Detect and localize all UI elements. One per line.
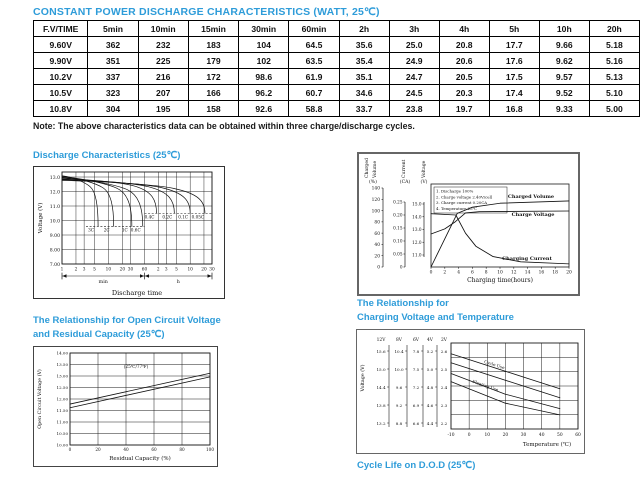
- svg-text:10: 10: [484, 433, 491, 438]
- svg-text:Current: Current: [402, 159, 407, 178]
- svg-text:100: 100: [371, 209, 380, 215]
- svg-text:12.00: 12.00: [56, 396, 68, 402]
- svg-text:20: 20: [119, 267, 126, 273]
- svg-text:20: 20: [502, 433, 509, 438]
- svg-text:9.6: 9.6: [395, 385, 403, 390]
- table-cell: 20.3: [439, 85, 489, 101]
- col-header: 10min: [138, 21, 188, 37]
- svg-text:40: 40: [123, 447, 129, 452]
- svg-text:0: 0: [429, 270, 433, 276]
- table-cell: 304: [88, 101, 138, 117]
- svg-text:(25℃/77℉): (25℃/77℉): [123, 364, 149, 369]
- svg-text:15.0: 15.0: [376, 367, 386, 372]
- svg-text:(V): (V): [420, 180, 428, 185]
- svg-text:1: 1: [60, 267, 64, 273]
- constant-power-table: [33, 20, 640, 117]
- svg-text:Residual Capacity (%): Residual Capacity (%): [109, 456, 171, 462]
- svg-text:16: 16: [538, 270, 545, 276]
- svg-text:13.00: 13.00: [56, 373, 68, 379]
- table-cell: 104: [239, 37, 289, 53]
- col-header: 5h: [489, 21, 539, 37]
- table-cell: 23.8: [389, 101, 439, 117]
- svg-text:6.6: 6.6: [412, 421, 420, 426]
- table-cell: 9.66: [539, 37, 589, 53]
- svg-text:0: 0: [399, 264, 403, 270]
- table-cell: 19.7: [439, 101, 489, 117]
- table-cell: 34.6: [339, 85, 389, 101]
- table-cell: 17.4: [489, 85, 539, 101]
- svg-text:10.0: 10.0: [394, 367, 404, 372]
- table-cell: 24.9: [389, 53, 439, 69]
- svg-text:Open Circuit Voltage (V): Open Circuit Voltage (V): [38, 369, 43, 429]
- table-cell: 5.00: [589, 101, 639, 117]
- svg-text:14: 14: [524, 270, 531, 276]
- table-cell: 35.1: [339, 69, 389, 85]
- svg-text:2C: 2C: [103, 227, 110, 233]
- svg-text:0.15: 0.15: [393, 225, 403, 231]
- svg-text:9.2: 9.2: [395, 403, 403, 408]
- svg-text:80: 80: [179, 447, 185, 452]
- svg-text:2: 2: [156, 267, 160, 273]
- discharge-chart: [33, 166, 225, 299]
- svg-text:12.0: 12.0: [412, 239, 422, 245]
- ocv-title-line2: and Residual Capacity (25℃): [33, 329, 165, 340]
- svg-text:3: 3: [82, 267, 86, 273]
- table-cell: 172: [188, 69, 238, 85]
- page-title: CONSTANT POWER DISCHARGE CHARACTERISTICS (WATT, 25℃): [33, 6, 380, 18]
- table-cell: 60.7: [289, 85, 339, 101]
- svg-text:0.4C: 0.4C: [144, 214, 155, 220]
- svg-text:0.2C: 0.2C: [162, 214, 173, 220]
- svg-text:60: 60: [141, 267, 148, 273]
- svg-text:20: 20: [95, 447, 101, 452]
- table-cell: 9.57: [539, 69, 589, 85]
- table-cell: 25.0: [389, 37, 439, 53]
- svg-text:12: 12: [511, 270, 517, 276]
- table-cell: 20.8: [439, 37, 489, 53]
- svg-text:10.50: 10.50: [56, 431, 68, 436]
- svg-text:Voltage: Voltage: [422, 160, 427, 178]
- svg-text:120: 120: [371, 197, 380, 203]
- table-cell: 362: [88, 37, 138, 53]
- col-header: 20h: [589, 21, 639, 37]
- svg-text:4: 4: [457, 270, 460, 276]
- table-cell: 158: [188, 101, 238, 117]
- svg-text:4. Temperature 25℃: 4. Temperature 25℃: [436, 205, 477, 211]
- svg-text:4.6: 4.6: [426, 403, 434, 408]
- table-cell: 35.4: [339, 53, 389, 69]
- table-cell: 17.6: [489, 53, 539, 69]
- svg-text:5: 5: [93, 267, 96, 273]
- svg-text:2: 2: [443, 270, 447, 276]
- svg-text:4V: 4V: [427, 338, 433, 343]
- table-cell: 10.2V: [34, 69, 88, 85]
- table-cell: 9.60V: [34, 37, 88, 53]
- svg-text:7.00: 7.00: [49, 262, 60, 268]
- table-cell: 9.33: [539, 101, 589, 117]
- table-cell: 195: [138, 101, 188, 117]
- charging-temp-chart: [356, 329, 585, 454]
- svg-text:13.2: 13.2: [376, 421, 386, 426]
- svg-text:14.00: 14.00: [56, 350, 68, 356]
- table-cell: 61.9: [289, 69, 339, 85]
- col-header: 4h: [439, 21, 489, 37]
- table-cell: 58.8: [289, 101, 339, 117]
- charge-characteristics-chart: [357, 152, 580, 296]
- table-cell: 183: [188, 37, 238, 53]
- svg-text:0.1C: 0.1C: [178, 214, 189, 220]
- svg-text:Temperature (℃): Temperature (℃): [522, 442, 572, 448]
- svg-text:9.00: 9.00: [49, 233, 60, 239]
- svg-text:(%): (%): [369, 180, 377, 185]
- table-cell: 98.6: [239, 69, 289, 85]
- col-header: 60min: [289, 21, 339, 37]
- table-cell: 64.5: [289, 37, 339, 53]
- svg-text:5.2: 5.2: [426, 349, 434, 354]
- svg-text:6: 6: [471, 270, 474, 276]
- svg-text:15.6: 15.6: [376, 349, 386, 354]
- svg-text:10.4: 10.4: [394, 349, 404, 354]
- svg-text:14.0: 14.0: [412, 214, 422, 220]
- table-cell: 24.7: [389, 69, 439, 85]
- svg-text:60: 60: [151, 447, 157, 452]
- table-row: [34, 101, 640, 117]
- svg-text:30: 30: [209, 267, 215, 273]
- svg-text:10: 10: [187, 267, 193, 273]
- svg-text:(CA): (CA): [399, 180, 411, 185]
- svg-text:8: 8: [484, 270, 488, 276]
- table-head: [34, 21, 640, 37]
- table-cell: 10.5V: [34, 85, 88, 101]
- svg-text:2.5: 2.5: [440, 367, 448, 372]
- table-cell: 5.18: [589, 37, 639, 53]
- svg-text:8.8: 8.8: [395, 421, 403, 426]
- charge-characteristics-svg: [359, 154, 578, 294]
- table-cell: 17.5: [489, 69, 539, 85]
- svg-text:20: 20: [201, 267, 207, 273]
- ocv-section-title: [33, 314, 221, 342]
- table-cell: 179: [188, 53, 238, 69]
- svg-text:8V: 8V: [396, 338, 402, 343]
- note-text: Note: The above characteristics data can be obtained within three charge/discharge cycles.: [33, 121, 415, 131]
- table-cell: 102: [239, 53, 289, 69]
- svg-text:30: 30: [127, 267, 134, 273]
- svg-text:1. Discharge 100%: 1. Discharge 100%: [436, 188, 474, 194]
- svg-text:Charged Volume: Charged Volume: [507, 194, 555, 200]
- svg-text:Charge Voltage: Charge Voltage: [511, 212, 555, 218]
- svg-text:min: min: [98, 280, 108, 285]
- svg-text:2: 2: [74, 267, 78, 273]
- svg-text:15.0: 15.0: [412, 201, 422, 207]
- table-cell: 216: [138, 69, 188, 85]
- table-header-row: [34, 21, 640, 37]
- svg-text:Volume: Volume: [373, 160, 378, 178]
- table-cell: 20.5: [439, 69, 489, 85]
- col-header: 5min: [88, 21, 138, 37]
- svg-text:5: 5: [175, 267, 178, 273]
- svg-text:13.8: 13.8: [376, 403, 386, 408]
- cycle-life-section-title: Cycle Life on D.O.D (25℃): [357, 460, 476, 471]
- charging-temp-chart-svg: [357, 330, 584, 453]
- col-header: 2h: [339, 21, 389, 37]
- svg-text:Voltage (V): Voltage (V): [361, 364, 366, 392]
- table-row: [34, 37, 640, 53]
- ocv-chart-svg: [34, 347, 217, 466]
- charging-temp-title-line2: Charging Voltage and Temperature: [357, 312, 514, 323]
- svg-text:4.4: 4.4: [426, 421, 434, 426]
- discharge-section-title: Discharge Characteristics (25℃): [33, 150, 181, 161]
- svg-text:Discharge time: Discharge time: [111, 289, 163, 297]
- table-cell: 9.90V: [34, 53, 88, 69]
- svg-text:80: 80: [374, 220, 380, 226]
- svg-text:18: 18: [552, 270, 558, 276]
- svg-text:0.25: 0.25: [393, 199, 403, 205]
- table-cell: 9.52: [539, 85, 589, 101]
- svg-text:140: 140: [371, 186, 380, 192]
- table-cell: 16.8: [489, 101, 539, 117]
- col-header: 10h: [539, 21, 589, 37]
- table-cell: 166: [188, 85, 238, 101]
- table-row: [34, 69, 640, 85]
- table-cell: 92.6: [239, 101, 289, 117]
- svg-text:14.4: 14.4: [376, 385, 386, 390]
- svg-text:3: 3: [164, 267, 168, 273]
- svg-text:8.00: 8.00: [49, 248, 60, 254]
- table-cell: 323: [88, 85, 138, 101]
- table-cell: 207: [138, 85, 188, 101]
- svg-text:0.05: 0.05: [393, 251, 403, 257]
- svg-text:2.3: 2.3: [440, 403, 448, 408]
- svg-text:2. Charge voltage 2.40V/cell: 2. Charge voltage 2.40V/cell: [436, 194, 493, 200]
- svg-text:-10: -10: [447, 433, 455, 438]
- table-cell: 35.6: [339, 37, 389, 53]
- svg-text:Charged: Charged: [365, 157, 370, 178]
- svg-text:5.0: 5.0: [426, 367, 434, 372]
- table-body: [34, 37, 640, 117]
- svg-text:0.20: 0.20: [393, 212, 403, 218]
- svg-text:0: 0: [377, 265, 380, 271]
- table-cell: 5.10: [589, 85, 639, 101]
- svg-text:20: 20: [374, 254, 380, 260]
- table-row: [34, 85, 640, 101]
- svg-text:2.4: 2.4: [440, 385, 448, 390]
- table-cell: 17.7: [489, 37, 539, 53]
- svg-text:6.9: 6.9: [412, 403, 420, 408]
- svg-text:60: 60: [374, 231, 380, 237]
- svg-text:10: 10: [105, 267, 112, 273]
- table-cell: 225: [138, 53, 188, 69]
- table-cell: 63.5: [289, 53, 339, 69]
- svg-text:50: 50: [557, 433, 563, 438]
- svg-text:12.50: 12.50: [56, 385, 68, 390]
- svg-text:11.0: 11.0: [412, 252, 422, 258]
- svg-text:6V: 6V: [413, 338, 419, 343]
- svg-text:1C: 1C: [121, 227, 128, 233]
- table-cell: 24.5: [389, 85, 439, 101]
- svg-text:Floating Use: Floating Use: [471, 378, 500, 393]
- svg-text:11.0: 11.0: [49, 204, 60, 210]
- table-cell: 96.2: [239, 85, 289, 101]
- svg-text:h: h: [176, 280, 180, 285]
- table-cell: 9.62: [539, 53, 589, 69]
- svg-text:3C: 3C: [88, 227, 95, 233]
- ocv-chart: [33, 346, 218, 467]
- svg-text:11.00: 11.00: [56, 419, 68, 425]
- svg-text:2.6: 2.6: [440, 349, 448, 354]
- discharge-chart-svg: [34, 167, 224, 298]
- svg-text:2.2: 2.2: [440, 421, 448, 426]
- svg-text:0: 0: [467, 433, 471, 438]
- charging-temp-section-title: [357, 297, 514, 325]
- svg-text:7.2: 7.2: [412, 385, 420, 390]
- svg-text:10.00: 10.00: [56, 442, 68, 448]
- svg-text:4.8: 4.8: [426, 385, 434, 390]
- col-header: 15min: [188, 21, 238, 37]
- svg-text:0.10: 0.10: [393, 238, 403, 244]
- svg-text:Voltage (V): Voltage (V): [38, 202, 44, 234]
- col-header: F.V/TIME: [34, 21, 88, 37]
- svg-text:40: 40: [538, 433, 545, 438]
- svg-text:7.8: 7.8: [412, 349, 420, 354]
- svg-text:13.50: 13.50: [56, 362, 68, 367]
- svg-text:40: 40: [374, 243, 380, 249]
- table-row: [34, 53, 640, 69]
- ocv-title-line1: The Relationship for Open Circuit Voltage: [33, 315, 221, 326]
- svg-text:20: 20: [566, 270, 572, 276]
- svg-text:Charging Current: Charging Current: [502, 256, 552, 262]
- svg-text:Cycle Use: Cycle Use: [483, 358, 506, 371]
- svg-text:12V: 12V: [376, 338, 386, 343]
- svg-text:10.0: 10.0: [49, 219, 60, 225]
- svg-text:2V: 2V: [441, 338, 447, 343]
- svg-text:0.6C: 0.6C: [130, 227, 141, 233]
- table-cell: 5.13: [589, 69, 639, 85]
- svg-text:0.05C: 0.05C: [191, 214, 205, 220]
- svg-text:7.5: 7.5: [412, 367, 420, 372]
- col-header: 3h: [389, 21, 439, 37]
- charging-temp-title-line1: The Relationship for: [357, 298, 449, 309]
- svg-text:12.0: 12.0: [49, 190, 60, 196]
- svg-text:10: 10: [497, 270, 503, 276]
- col-header: 30min: [239, 21, 289, 37]
- svg-text:13.0: 13.0: [412, 227, 422, 233]
- table-cell: 232: [138, 37, 188, 53]
- svg-text:60: 60: [575, 433, 581, 438]
- svg-text:100: 100: [206, 447, 214, 452]
- table-cell: 20.6: [439, 53, 489, 69]
- table-cell: 351: [88, 53, 138, 69]
- svg-text:13.0: 13.0: [49, 175, 60, 181]
- svg-text:Charging time(hours): Charging time(hours): [467, 277, 533, 284]
- svg-text:30: 30: [520, 433, 527, 438]
- table-cell: 5.16: [589, 53, 639, 69]
- svg-text:11.50: 11.50: [56, 408, 68, 413]
- table-cell: 337: [88, 69, 138, 85]
- table-cell: 33.7: [339, 101, 389, 117]
- svg-text:0: 0: [68, 447, 72, 452]
- svg-text:3. Charge current 0.20CA: 3. Charge current 0.20CA: [436, 200, 488, 206]
- table-cell: 10.8V: [34, 101, 88, 117]
